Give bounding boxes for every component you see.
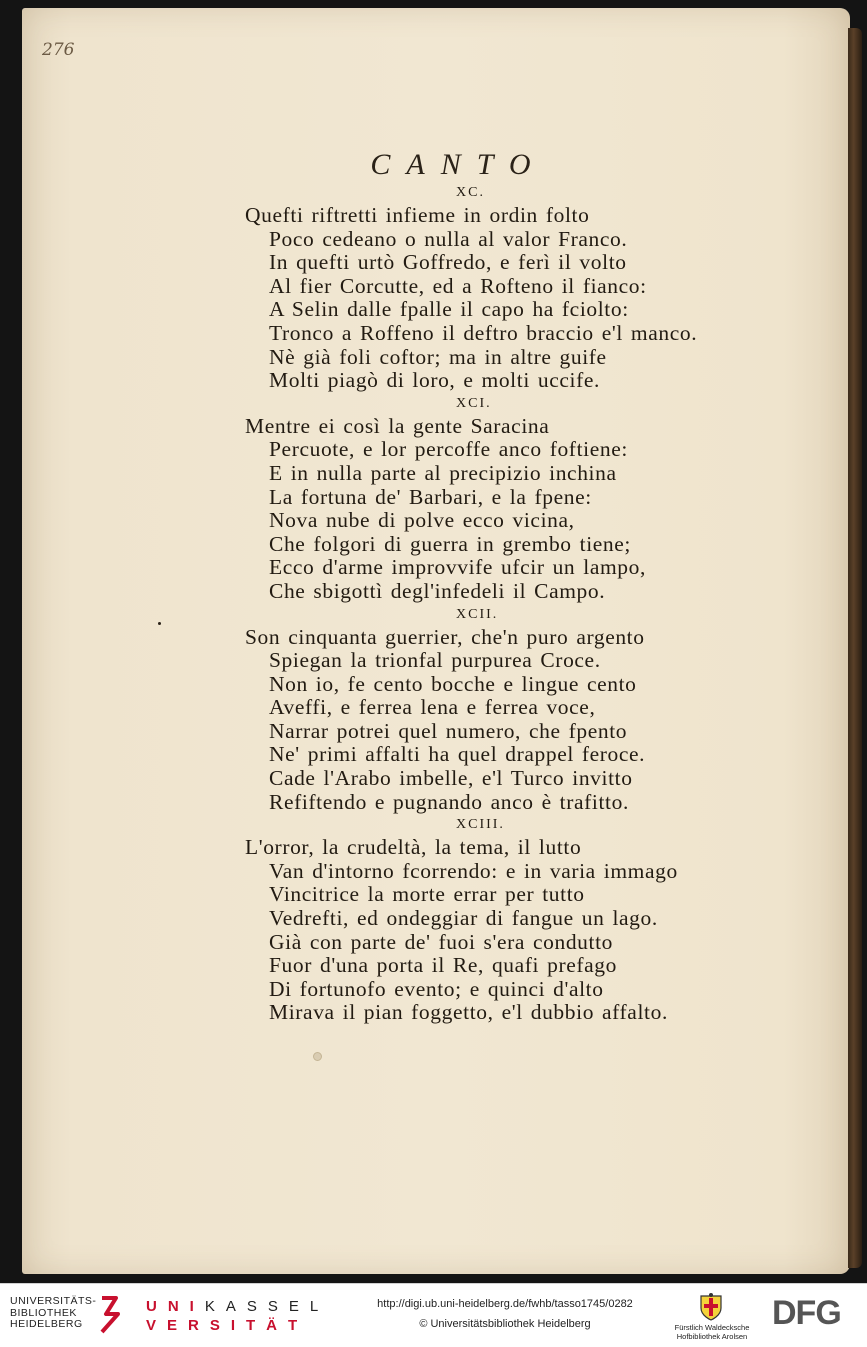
- copyright-notice: © Universitätsbibliothek Heidelberg: [419, 1318, 591, 1330]
- stanza: [245, 393, 805, 604]
- heidelberg-line: HEIDELBERG: [10, 1318, 83, 1330]
- verse-line: Van d'intorno fcorrendo: e in varia immago: [269, 858, 678, 883]
- arolsen-crest-icon[interactable]: [698, 1292, 724, 1322]
- verse-line: Non io, fe cento bocche e lingue cento: [269, 671, 637, 696]
- paper-blemish: [313, 1052, 322, 1061]
- stanza: [245, 604, 805, 815]
- verse-line: Di fortunofo evento; e quinci d'alto: [269, 976, 604, 1001]
- verse-line: Tronco a Roffeno il deftro braccio e'l manco.: [269, 320, 698, 345]
- dfg-logo[interactable]: DFG: [772, 1294, 841, 1332]
- kassel-versitaet: VERSITÄT: [146, 1317, 309, 1334]
- permalink-url[interactable]: http://digi.ub.uni-heidelberg.de/fwhb/tasso1745/0282: [377, 1298, 633, 1310]
- kassel-uni: UNI: [146, 1298, 205, 1315]
- verse-line: Ecco d'arme improvvife ufcir un lampo,: [269, 555, 646, 580]
- heidelberg-line: UNIVERSITÄTS-: [10, 1295, 97, 1307]
- verse-line: Aveffi, e ferrea lena e ferrea voce,: [269, 695, 596, 720]
- stanza-number: XC.: [456, 185, 485, 200]
- verse-line: Che folgori di guerra in grembo tiene;: [269, 531, 631, 556]
- arolsen-line: Fürstlich Waldecksche: [674, 1323, 750, 1332]
- verse-line: Che sbigottì degl'infedeli il Campo.: [269, 578, 606, 603]
- verse-line: Al fier Corcutte, ed a Rofteno il fianco:: [269, 273, 647, 298]
- verse-line: Vedrefti, ed ondeggiar di fangue un lago.: [269, 906, 658, 931]
- stanza: [245, 814, 805, 1025]
- verse-line: Spiegan la trionfal purpurea Croce.: [269, 648, 601, 673]
- stanza-number: XCIII.: [456, 817, 505, 833]
- verse-line: Già con parte de' fuoi s'era condutto: [269, 929, 614, 954]
- verse-line: La fortuna de' Barbari, e la fpene:: [269, 484, 592, 509]
- running-head: CANTO: [370, 148, 547, 181]
- verse-line: Mentre ei così la gente Saracina: [245, 413, 550, 438]
- heidelberg-library-name[interactable]: [10, 1296, 96, 1331]
- page-edge: [848, 28, 862, 1268]
- heidelberg-line: BIBLIOTHEK: [10, 1306, 77, 1319]
- verse-line: E in nulla parte al precipizio inchina: [269, 460, 617, 485]
- viewer-footer: [0, 1283, 867, 1347]
- arolsen-library-name: [662, 1324, 762, 1341]
- verse-line: In quefti urtò Goffredo, e ferì il volto: [269, 250, 627, 275]
- verse-line: Vincitrice la morte errar per tutto: [269, 882, 585, 907]
- verse-line: Son cinquanta guerrier, che'n puro argento: [245, 624, 645, 649]
- poem-text: [245, 182, 805, 1025]
- verse-line: Fuor d'una porta il Re, quafi prefago: [269, 953, 617, 978]
- verse-line: Narrar potrei quel numero, che fpento: [269, 718, 628, 743]
- verse-line: Molti piagò di loro, e molti uccife.: [269, 368, 600, 393]
- stanza: [245, 182, 805, 393]
- verse-line: Refiftendo e pugnando anco è trafitto.: [269, 789, 629, 814]
- verse-line: Ne' primi affalti ha quel drappel feroce.: [269, 742, 646, 767]
- verse-line: Nova nube di polve ecco vicina,: [269, 508, 575, 533]
- page-folio: 276: [42, 40, 75, 60]
- verse-line: Percuote, e lor percoffe anco foftiene:: [269, 437, 628, 462]
- verse-line: Mirava il pian foggetto, e'l dubbio affalto.: [269, 1000, 668, 1025]
- kassel-logo[interactable]: [146, 1297, 329, 1335]
- verse-line: Quefti riftretti infieme in ordin folto: [245, 203, 590, 227]
- verse-line: L'orror, la crudeltà, la tema, il lutto: [245, 835, 582, 860]
- arolsen-line: Hofbibliothek Arolsen: [676, 1331, 748, 1341]
- heidelberg-logo-icon[interactable]: [96, 1294, 126, 1334]
- kassel-name: KASSEL: [204, 1298, 330, 1315]
- paper-speck: [158, 622, 161, 625]
- verse-line: A Selin dalle fpalle il capo ha fciolto:: [269, 297, 629, 322]
- verse-line: Poco cedeano o nulla al valor Franco.: [269, 226, 628, 251]
- verse-line: Cade l'Arabo imbelle, e'l Turco invitto: [269, 766, 633, 791]
- stanza-number: XCI.: [456, 395, 492, 411]
- verse-line: Nè già foli coftor; ma in altre guife: [269, 344, 607, 369]
- stanza-number: XCII.: [456, 606, 499, 622]
